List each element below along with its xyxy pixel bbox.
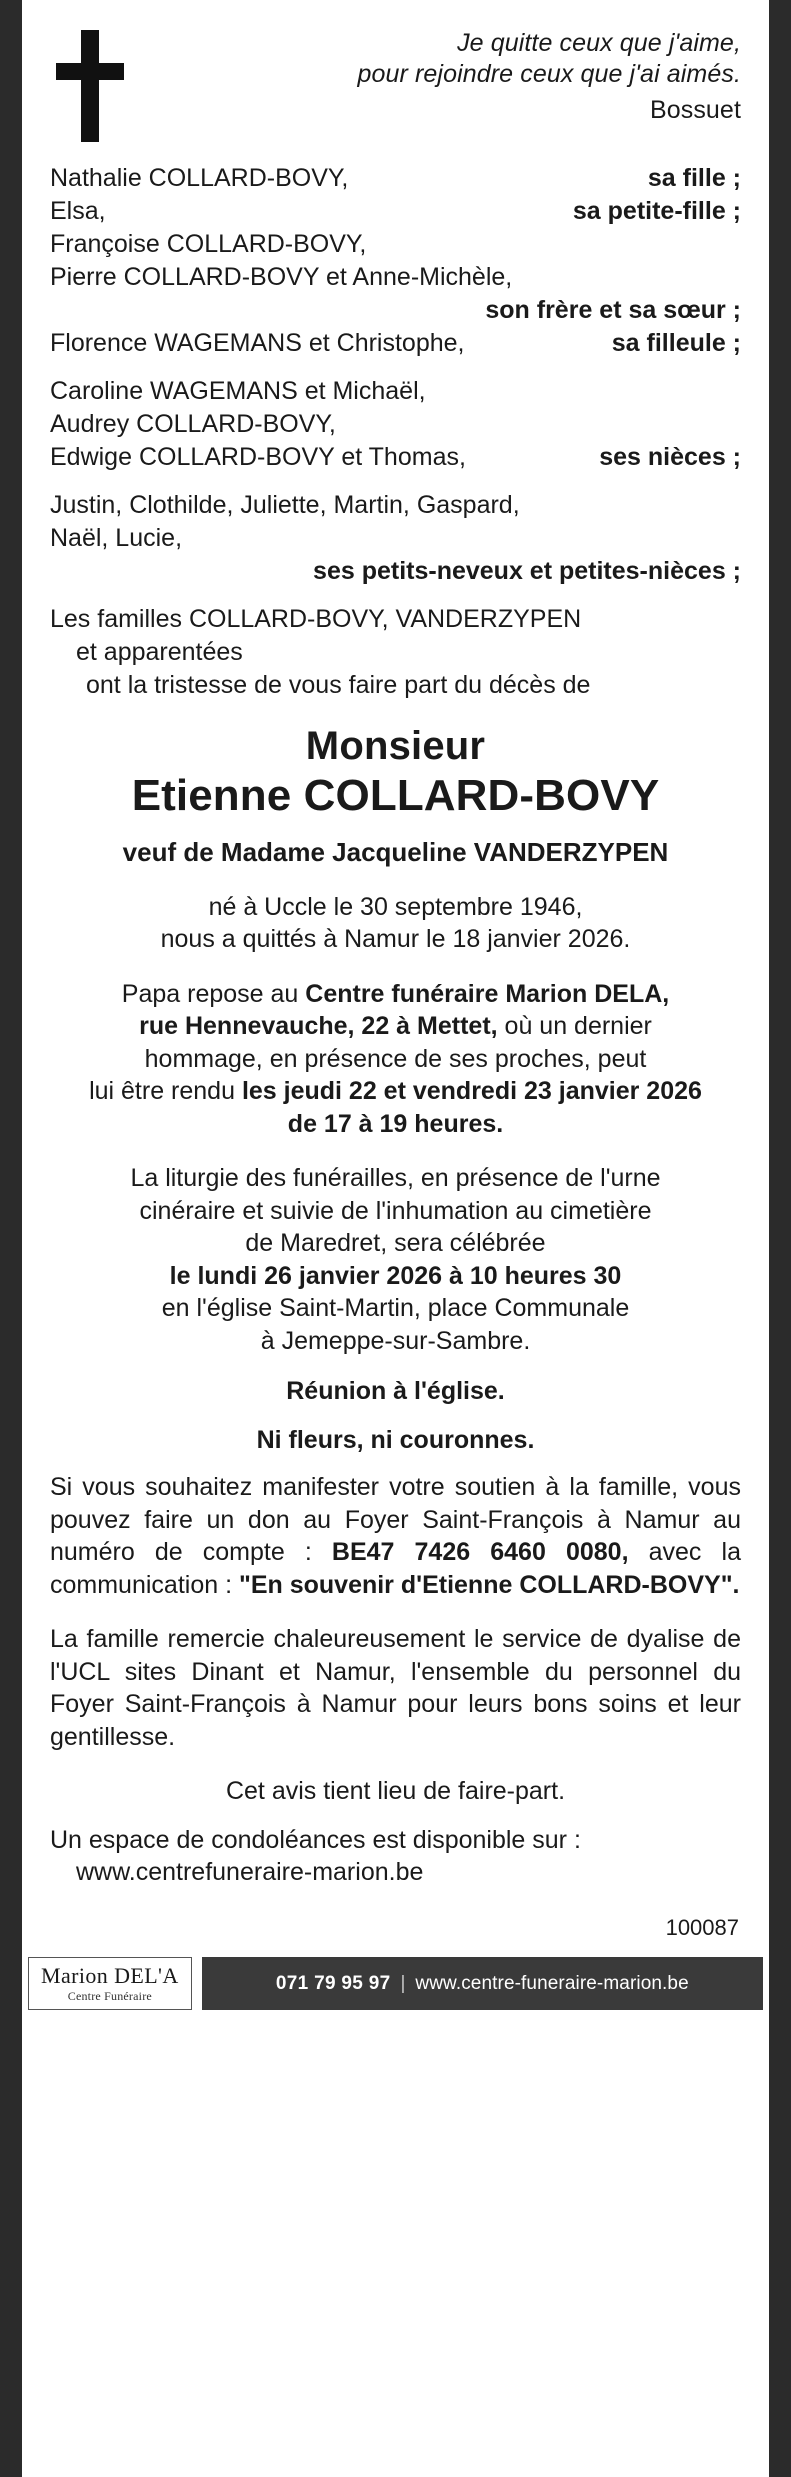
liturgy-datetime-text: le lundi 26 janvier 2026 à 10 heures 30 <box>169 1261 622 1290</box>
liturgy-line-3: de Maredret, sera célébrée <box>245 1229 546 1258</box>
liturgy-line-6: à Jemeppe-sur-Sambre. <box>260 1326 531 1355</box>
liturgy-details <box>50 1162 741 1357</box>
deceased-spouse: veuf de Madame Jacqueline VANDERZYPEN <box>122 837 669 868</box>
family-row <box>50 441 741 474</box>
wake-line-5 <box>50 1108 741 1141</box>
faire-part-note: Cet avis tient lieu de faire-part. <box>225 1777 566 1806</box>
liturgy-line-5: en l'église Saint-Martin, place Communale <box>161 1294 630 1323</box>
family-relation: ses petits-neveux et petites-nièces ; <box>313 557 741 585</box>
donation-iban: BE47 7426 6460 0080, <box>331 1538 629 1567</box>
donation-text-1: Si vous souhaitez manifester votre soutien à la famille, vous pouvez faire un don au Foyer Saint-François à Namur au numéro de compte : <box>50 1473 741 1567</box>
family-row <box>50 162 741 195</box>
wake-text-3: lui être rendu <box>89 1077 242 1106</box>
families-line-1: Les familles COLLARD-BOVY, VANDERZYPEN <box>50 605 582 633</box>
contact-phone[interactable]: 071 79 95 97 <box>275 1972 391 1994</box>
family-names: Naël, Lucie, <box>50 524 183 552</box>
logo-secondary-text: Centre Funéraire <box>67 1989 152 2004</box>
reference-number: 100087 <box>665 1915 739 1941</box>
liturgy-line-1: La liturgie des funérailles, en présence de l'urne <box>130 1164 661 1193</box>
family-names: Nathalie COLLARD-BOVY, <box>50 164 349 192</box>
family-names: Justin, Clothilde, Juliette, Martin, Gaspard, <box>50 491 520 519</box>
reunion-note: Réunion à l'église. <box>286 1377 505 1406</box>
quote-line-2: pour rejoindre ceux que j'ai aimés. <box>357 59 741 88</box>
quote-line-1: Je quitte ceux que j'aime, <box>457 29 741 57</box>
life-dates <box>50 891 741 956</box>
birth-line: né à Uccle le 30 septembre 1946, <box>208 892 583 921</box>
condolences-url[interactable]: www.centrefuneraire-marion.be <box>76 1858 424 1887</box>
epitaph-quote <box>146 26 741 126</box>
family-group <box>50 375 741 474</box>
family-names: Florence WAGEMANS et Christophe, <box>50 329 465 357</box>
family-group <box>50 489 741 588</box>
donation-text-2: avec la communication : <box>50 1538 741 1599</box>
notice-header <box>50 26 741 142</box>
logo-primary-text: Marion DEL'A <box>41 1963 179 1989</box>
visiting-hours: de 17 à 19 heures. <box>287 1109 504 1138</box>
family-row <box>50 195 741 228</box>
wake-line-2 <box>50 1010 741 1043</box>
family-relation: sa filleule ; <box>611 329 741 357</box>
funeral-home-logo <box>28 1957 192 2010</box>
deceased-block <box>50 724 741 869</box>
family-group <box>50 162 741 360</box>
family-relation: son frère et sa sœur ; <box>485 296 741 324</box>
donation-paragraph <box>50 1471 741 1601</box>
no-flowers-note: Ni fleurs, ni couronnes. <box>256 1426 535 1455</box>
thanks-paragraph: La famille remercie chaleureusement le service de dyalise de l'UCL sites Dinant et Namur, l'ensemble du personnel du Foyer Saint-François à Namur pour leurs bons soins et leur gentillesse. <box>50 1625 741 1751</box>
wake-text-1: Papa repose au <box>121 979 306 1008</box>
contact-website[interactable]: www.centre-funeraire-marion.be <box>415 1972 689 1994</box>
contact-separator: | <box>400 1972 406 1994</box>
notice-footer <box>22 1957 769 2022</box>
family-names: Caroline WAGEMANS et Michaël, <box>50 377 426 405</box>
wake-line-1 <box>50 978 741 1011</box>
death-line: nous a quittés à Namur le 18 janvier 2026. <box>160 925 631 954</box>
deceased-name: Etienne COLLARD-BOVY <box>131 770 660 820</box>
donation-memo: "En souvenir d'Etienne COLLARD-BOVY". <box>238 1570 740 1599</box>
liturgy-datetime <box>50 1260 741 1293</box>
family-relation: ses nièces ; <box>599 443 741 471</box>
family-names: Pierre COLLARD-BOVY et Anne-Michèle, <box>50 263 513 291</box>
family-names: Elsa, <box>50 197 106 225</box>
wake-line-3: hommage, en présence de ses proches, peut <box>144 1044 647 1073</box>
family-relation: sa fille ; <box>647 164 741 192</box>
family-relation: sa petite-fille ; <box>572 197 741 225</box>
left-border-rail <box>0 0 22 2477</box>
contact-bar <box>202 1957 763 2010</box>
wake-line-4 <box>50 1075 741 1108</box>
condolences-block <box>50 1824 741 1890</box>
deceased-title: Monsieur <box>305 724 486 768</box>
family-row <box>50 327 741 360</box>
cross-icon <box>50 30 136 142</box>
wake-details <box>50 978 741 1141</box>
family-names: Edwige COLLARD-BOVY et Thomas, <box>50 443 466 471</box>
announcement-line: ont la tristesse de vous faire part du décès de <box>86 671 591 699</box>
families-line-2: et apparentées <box>76 638 243 666</box>
funeral-home-name: Centre funéraire Marion DELA, <box>305 979 670 1008</box>
family-row <box>50 294 741 327</box>
visiting-days: les jeudi 22 et vendredi 23 janvier 2026 <box>241 1077 702 1106</box>
wake-text-2: où un dernier <box>497 1012 652 1041</box>
family-list <box>50 162 741 702</box>
family-names: Audrey COLLARD-BOVY, <box>50 410 336 438</box>
notice-content <box>22 0 769 1941</box>
family-row <box>50 555 741 588</box>
condolences-line-1: Un espace de condoléances est disponible sur : <box>50 1825 581 1854</box>
quote-author: Bossuet <box>649 96 741 124</box>
liturgy-line-2: cinéraire et suivie de l'inhumation au cimetière <box>139 1196 652 1225</box>
family-names: Françoise COLLARD-BOVY, <box>50 230 367 258</box>
funeral-home-address: rue Hennevauche, 22 à Mettet, <box>139 1012 498 1041</box>
right-border-rail <box>769 0 791 2477</box>
